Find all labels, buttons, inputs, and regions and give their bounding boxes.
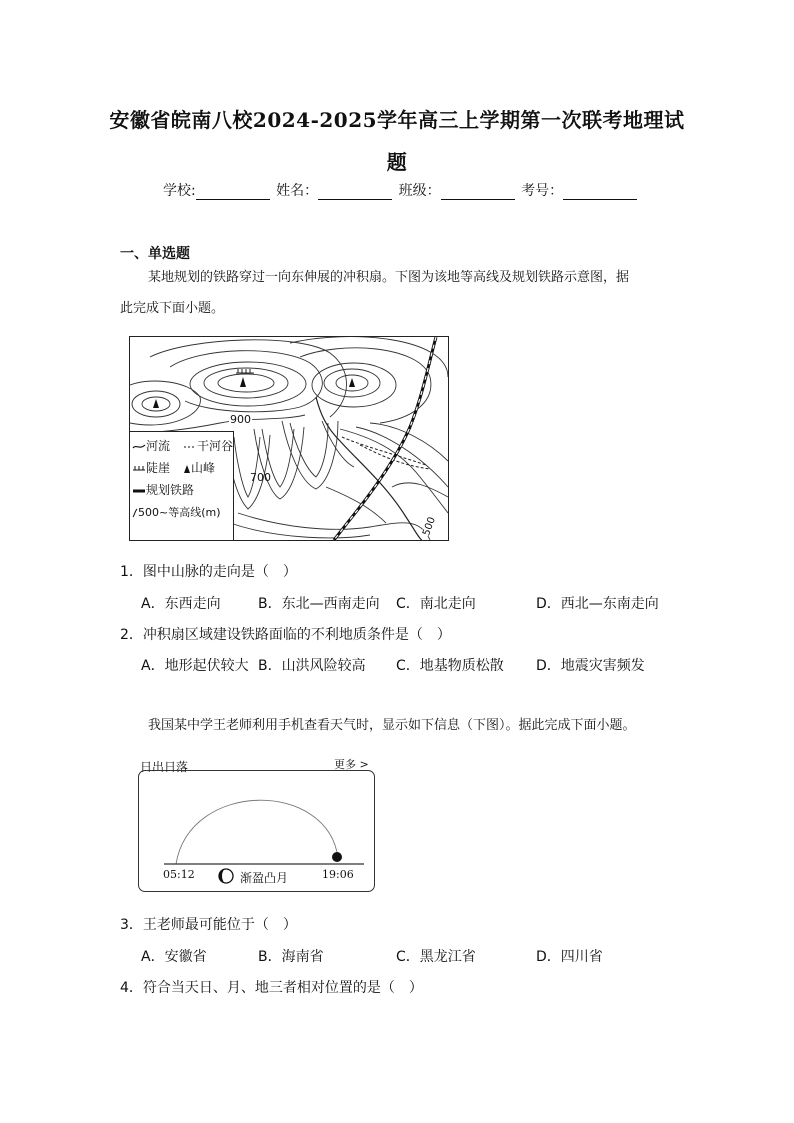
sunset-time: 19:06: [322, 868, 354, 881]
q2-option-d[interactable]: D．地震灾害频发: [536, 658, 645, 674]
sunrise-time: 05:12: [163, 868, 195, 881]
contour-label-900: 900: [230, 413, 251, 426]
intro-line-1: 某地规划的铁路穿过一向东伸展的冲积扇。下图为该地等高线及规划铁路示意图，据: [148, 270, 630, 285]
question-2: 2．冲积扇区域建设铁路面临的不利地质条件是（ ）: [120, 627, 451, 643]
name-label: 姓名：: [276, 183, 319, 199]
intro2-line-1: 我国某中学王老师利用手机查看天气时，显示如下信息（下图）。据此完成下面小题。: [148, 718, 636, 733]
peak-east: [349, 378, 355, 387]
sunrise-sunset-title: 日出日落: [140, 760, 189, 774]
q1-option-c[interactable]: C．南北走向: [396, 596, 476, 612]
peak-central: [240, 377, 246, 387]
peak-symbol-icon: [183, 464, 191, 474]
section-heading: 一、单选题: [120, 246, 190, 262]
sun-marker: [332, 852, 342, 862]
legend-cliff: 陡崖: [132, 459, 170, 476]
q3-option-d[interactable]: D．四川省: [536, 949, 603, 965]
question-4: 4．符合当天日、月、地三者相对位置的是（ ）: [120, 980, 423, 996]
class-blank[interactable]: [441, 185, 515, 200]
legend-dry-valley: 干河谷: [183, 437, 233, 454]
legend-railway: 规划铁路: [132, 481, 194, 498]
question-1: 1．图中山脉的走向是（ ）: [120, 564, 297, 580]
name-blank[interactable]: [318, 185, 392, 200]
more-link[interactable]: 更多 >: [334, 758, 369, 771]
q2-option-a[interactable]: A．地形起伏较大: [141, 658, 249, 674]
page-title: 安徽省皖南八校2024-2025学年高三上学期第一次联考地理试: [109, 108, 685, 132]
moon-phase-icon: [218, 868, 234, 884]
phone-weather-figure: [138, 756, 378, 894]
q1-option-a[interactable]: A．东西走向: [141, 596, 221, 612]
railway-symbol-icon: [132, 486, 146, 496]
river-symbol-icon: [132, 442, 146, 452]
q2-option-b[interactable]: B．山洪风险较高: [258, 658, 366, 674]
legend-river: 河流: [132, 437, 170, 454]
legend-contour: 500~等高线(m): [132, 504, 221, 520]
intro-line-2: 此完成下面小题。: [120, 301, 225, 316]
q3-option-c[interactable]: C．黑龙江省: [396, 949, 476, 965]
q2-option-c[interactable]: C．地基物质松散: [396, 658, 504, 674]
sun-arc: [176, 800, 338, 864]
school-blank[interactable]: [196, 185, 270, 200]
q3-option-a[interactable]: A．安徽省: [141, 949, 207, 965]
school-label: 学校:: [163, 183, 196, 199]
exam-number-label: 考号：: [521, 183, 564, 199]
cliff-symbol-icon: [132, 464, 146, 474]
moon-phase-label: 渐盈凸月: [240, 871, 289, 885]
peak-west: [153, 399, 159, 408]
map-legend: [129, 431, 234, 541]
dry-valley-symbol-icon: [183, 442, 197, 452]
contour-label-700: 700: [250, 471, 271, 484]
page-title-cont: 题: [386, 150, 408, 174]
question-3: 3．王老师最可能位于（ ）: [120, 917, 297, 933]
q1-option-d[interactable]: D．西北—东南走向: [536, 596, 659, 612]
q1-option-b[interactable]: B．东北—西南走向: [258, 596, 380, 612]
exam-number-blank[interactable]: [563, 185, 637, 200]
class-label: 班级：: [398, 183, 441, 199]
student-info-row: [163, 180, 639, 200]
legend-peak: 山峰: [183, 459, 215, 476]
contour-label-500: 500: [421, 515, 438, 538]
q3-option-b[interactable]: B．海南省: [258, 949, 324, 965]
contour-map-figure: [129, 336, 449, 541]
